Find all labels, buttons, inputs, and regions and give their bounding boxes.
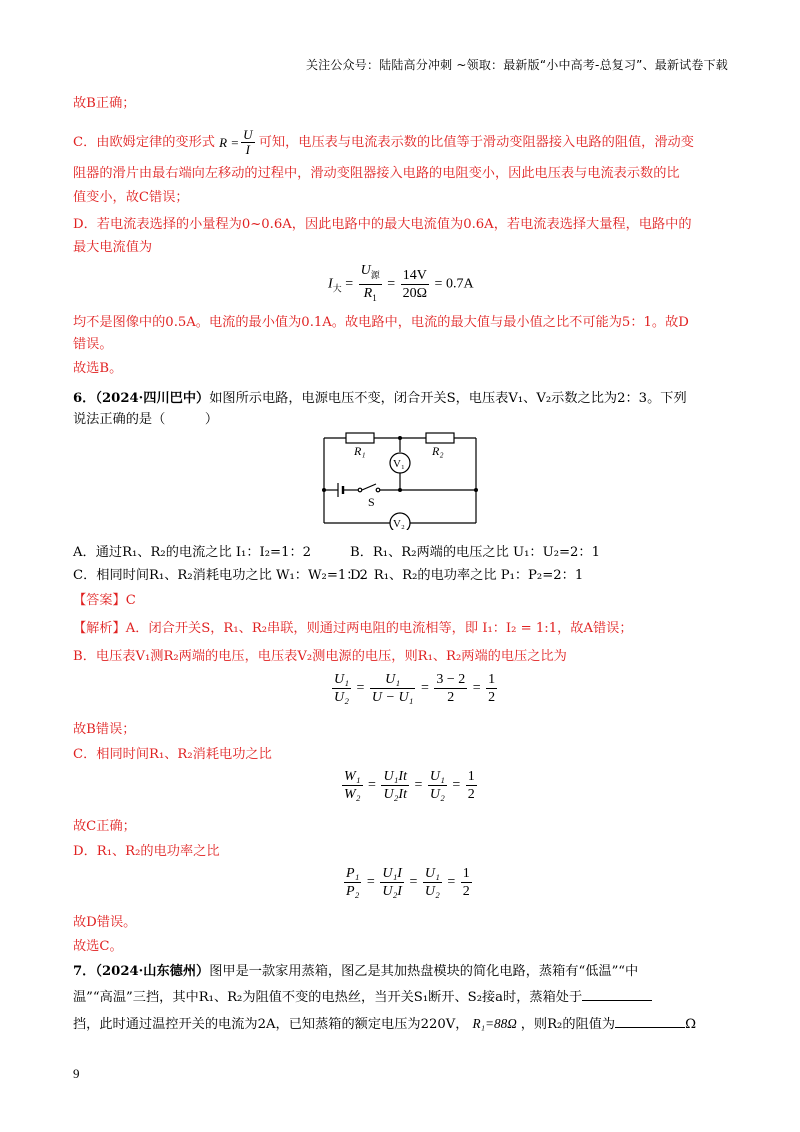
text-line: 故B正确； <box>73 96 136 111</box>
explanation-line-4: C．相同时间R₁、R₂消耗电功之比 <box>73 747 272 762</box>
explanation-line-8: 故选C。 <box>73 939 123 954</box>
question-7-line-2: 温”“高温”三挡，其中R₁、R₂为阻值不变的电热丝，当开关S₁断开、S₂接a时，蒸箱处于 <box>73 988 652 1008</box>
option-c-line-2: 阻器的滑片由最右端向左移动的过程中，滑动变阻器接入电路的电阻变小，因此电压表与电流表示数的比 <box>73 166 680 181</box>
option-c-line-1: C．由欧姆定律的变形式 R = $\frac{U}{I}$ 可知，电压表与电流表示数的比值等于滑动变阻器接入电路的阻值，滑动变 <box>73 127 694 157</box>
answer-label: 【答案】C <box>73 593 136 608</box>
option-d-line-1: D．若电流表选择的小量程为0~0.6A，因此电路中的最大电流值为0.6A，若电流表选择大量程，电路中的 <box>73 217 692 232</box>
question-7-line-1: 7．（2024·山东德州）图甲是一款家用蒸箱，图乙是其加热盘模块的简化电路，蒸箱有“低温”“中 <box>73 964 639 979</box>
page-header: 关注公众号：陆陆高分冲刺 ~领取：最新版“小中高考-总复习”、最新试卷下载 <box>305 58 728 72</box>
r2-label: R₂ <box>432 444 444 458</box>
option-c: C．相同时间R₁、R₂消耗电功之比 W₁：W₂=1：2 <box>73 568 368 583</box>
option-d: D．R₁、R₂的电功率之比 P₁：P₂=2：1 <box>350 568 584 583</box>
v1-label: V₁ <box>393 458 405 470</box>
question-6-line-2: 说法正确的是（ ） <box>73 412 219 427</box>
question-6-line-1: 6．（2024·四川巴中）如图所示电路，电源电压不变，闭合开关S，电压表V₁、V₂示数之比为2：3。下列 <box>73 391 687 406</box>
explanation-line-3: 故B错误； <box>73 722 136 737</box>
v2-label: V₂ <box>393 518 405 530</box>
r1-label: R₁ <box>354 444 366 458</box>
explanation-line-5: 故C正确； <box>73 819 136 834</box>
option-a: A．通过R₁、R₂的电流之比 I₁：I₂=1：2 <box>73 545 312 560</box>
answer-blank-2[interactable] <box>615 1027 685 1028</box>
equation-work-ratio: $\frac{\text{W₁}}{\text{W₂}}$ = $\frac{\text{U₁It}}{\text{U₂It}}$ = $\frac{\text{U₁}}{\text{U₂}}$ = $\frac{1}{2}$ <box>344 769 475 802</box>
explanation-line-6: D．R₁、R₂的电功率之比 <box>73 844 220 859</box>
equation-power-ratio: $\frac{\text{P₁}}{\text{P₂}}$ = $\frac{\text{U₁I}}{\text{U₂I}}$ = $\frac{\text{U₁}}{\text{U₂}}$ = $\frac{1}{2}$ <box>346 866 470 899</box>
question-7-line-3: 挡，此时通过温控开关的电流为2A，已知蒸箱的额定电压为220V， R₁=88Ω ，则R₂的阻值为 Ω <box>73 1016 697 1032</box>
explanation-line-2: B．电压表V₁测R₂两端的电压，电压表V₂测电源的电压，则R₁、R₂两端的电压之比为 <box>73 649 567 664</box>
explanation-line-7: 故D错误。 <box>73 915 137 930</box>
circuit-diagram <box>318 428 484 530</box>
answer-blank-1[interactable] <box>582 1000 652 1001</box>
equation-voltage-ratio: $\frac{\text{U₁}}{\text{U₂}}$ = $\frac{\text{U₁}}{\text{U − U₁}}$ = $\frac{3 - 2}{2}$ = $\frac{1}{2}$ <box>334 672 496 705</box>
explanation-line-1: 【解析】A．闭合开关S，R₁、R₂串联，则通过两电阻的电流相等，即 I₁：I₂ = 1:1，故A错误； <box>73 621 633 636</box>
answer-choice: 故选B。 <box>73 361 123 376</box>
option-d-line-2: 最大电流值为 <box>73 240 153 255</box>
ohm-formula: R = $\frac{U}{I}$ <box>219 127 253 157</box>
page-number: 9 <box>73 1066 80 1081</box>
option-d-line-4: 错误。 <box>73 337 113 352</box>
switch-label: S <box>368 495 375 509</box>
option-c-line-3: 值变小，故C错误； <box>73 190 189 205</box>
option-d-line-3: 均不是图像中的0.5A。电流的最小值为0.1A。故电路中，电流的最大值与最小值之比不可能为5：1。故D <box>73 315 689 330</box>
equation-max-current: $I_大$ = $\frac{U_源}{R_1}$ = $\frac{14V}{20\Omega}$ = 0.7A <box>328 263 474 303</box>
option-b: B．R₁、R₂两端的电压之比 U₁：U₂=2：1 <box>350 545 601 560</box>
